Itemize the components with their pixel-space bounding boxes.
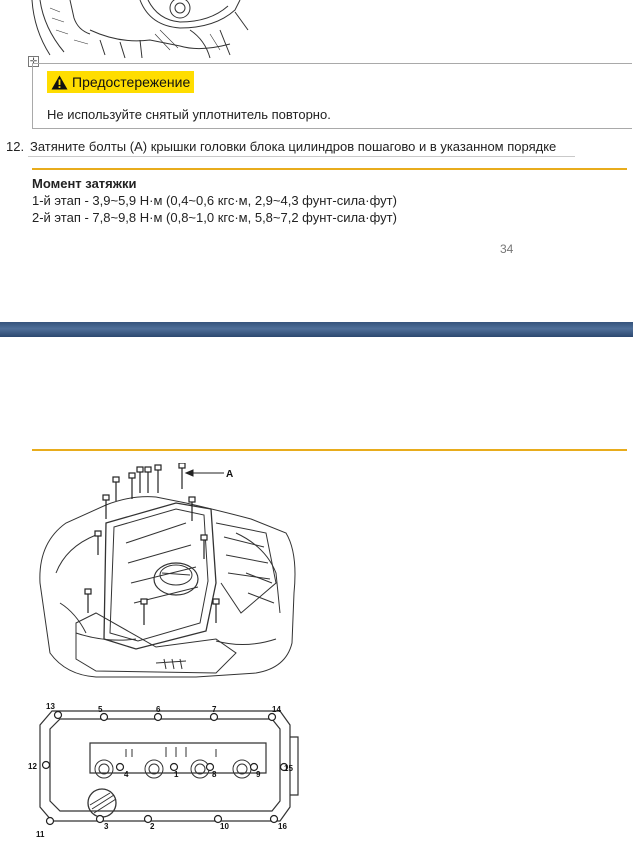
bolt-label-12: 12 xyxy=(28,762,37,771)
bolt-label-9: 9 xyxy=(256,770,261,779)
bolt-label-1: 1 xyxy=(174,770,179,779)
step-divider xyxy=(28,156,575,157)
figure-top-rule xyxy=(32,449,627,451)
page-number: 34 xyxy=(500,242,514,256)
caution-text-content: Не используйте снятый уплотнитель повторно. xyxy=(47,107,331,122)
bolt-label-3: 3 xyxy=(104,822,109,831)
engine-cylinder-head-cover-figure xyxy=(36,463,298,681)
bolt-label-11: 11 xyxy=(36,830,45,839)
bolt-label-6: 6 xyxy=(156,705,161,714)
bolt-label-15: 15 xyxy=(284,764,293,773)
caution-label xyxy=(47,71,194,93)
move-anchor-icon[interactable]: ✛ xyxy=(29,56,38,66)
torque-stage-2: 2-й этап - 7,8~9,8 Н·м (0,8~1,0 кгс·м, 5,8~7,2 фунт-сила·фут) xyxy=(32,210,397,225)
caution-title: Предостережение xyxy=(72,74,191,90)
bolt-label-10: 10 xyxy=(220,822,229,831)
step-text: Затяните болты (A) крышки головки блока цилиндров пошагово и в указанном порядке xyxy=(30,139,557,154)
step-number: 12. xyxy=(6,139,25,154)
bolt-label-4: 4 xyxy=(124,770,129,779)
torque-title: Момент затяжки xyxy=(32,176,137,191)
engine-figure-top-crop xyxy=(30,0,250,60)
torque-stage-1: 1-й этап - 3,9~5,9 Н·м (0,4~0,6 кгс·м, 2,9~4,3 фунт-сила·фут) xyxy=(32,193,397,208)
bolt-label-13: 13 xyxy=(46,702,55,711)
callout-label-a: A xyxy=(226,469,234,480)
bolt-label-16: 16 xyxy=(278,822,287,831)
torque-top-rule xyxy=(32,168,627,170)
page-separator xyxy=(0,322,633,337)
bolt-label-7: 7 xyxy=(212,705,217,714)
bolt-label-5: 5 xyxy=(98,705,103,714)
bolt-sequence-diagram xyxy=(26,697,300,845)
bolt-label-8: 8 xyxy=(212,770,217,779)
warning-triangle-icon xyxy=(51,75,68,90)
bolt-label-14: 14 xyxy=(272,705,281,714)
caution-text xyxy=(47,107,331,122)
bolt-label-2: 2 xyxy=(150,822,155,831)
